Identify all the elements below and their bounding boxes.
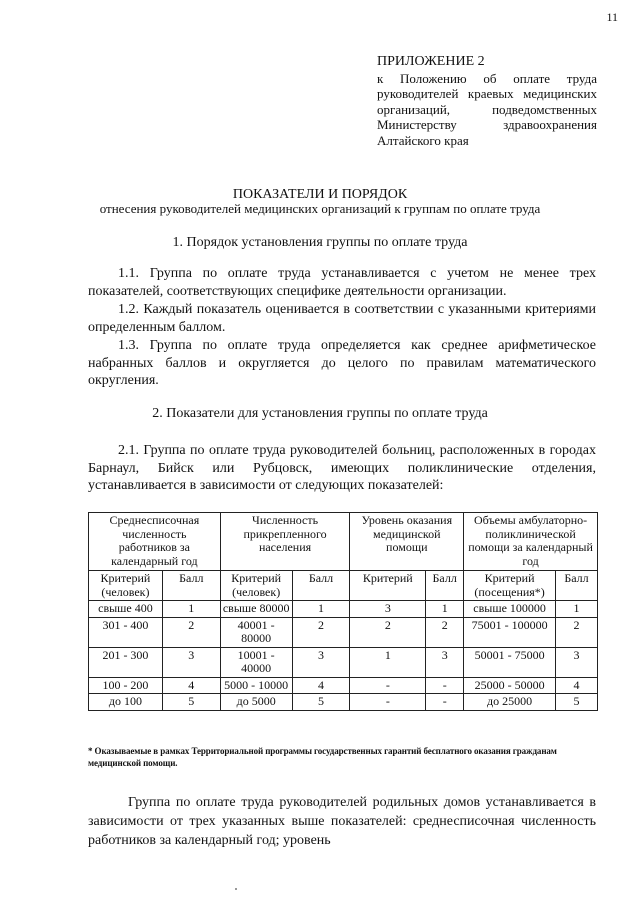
table-cell: 5 <box>162 694 220 711</box>
table-cell: 3 <box>162 647 220 677</box>
document-subtitle: отнесения руководителей медицинских организаций к группам по оплате труда <box>99 201 541 216</box>
table-subheader: Критерий <box>350 571 426 601</box>
table-cell: 3 <box>350 601 426 618</box>
table-cell: 3 <box>426 647 464 677</box>
appendix-text: к Положению об оплате труда руководителей краевых медицинских организаций, подведомственных Министерству здравоохранения Алтайского края <box>377 70 597 148</box>
table-cell: 2 <box>350 617 426 647</box>
scan-speck <box>235 888 237 890</box>
table-cell: 5 <box>556 694 598 711</box>
paragraph-2-1: 2.1. Группа по оплате труда руководителей больниц, расположенных в городах Барнаул, Бийск или Рубцовск, имеющих поликлинические отделения, устанавливается в зависимости от следующих показателей: <box>88 443 596 493</box>
table-row <box>89 617 598 647</box>
paragraph-1-2: 1.2. Каждый показатель оценивается в соответствии с указанными критериями определенным баллом. <box>88 302 596 335</box>
table-subheader: Критерий (посещения*) <box>464 571 556 601</box>
table-row <box>89 601 598 618</box>
table-cell: 301 - 400 <box>89 617 163 647</box>
table-cell: 75001 - 100000 <box>464 617 556 647</box>
table-group-header: Объемы амбулаторно-поликлинической помощи за календарный год <box>464 513 598 571</box>
table-cell: до 100 <box>89 694 163 711</box>
table-cell: - <box>350 694 426 711</box>
table-row <box>89 647 598 677</box>
table-group-header: Среднесписочная численность работников за календарный год <box>89 513 221 571</box>
table-cell: свыше 100000 <box>464 601 556 618</box>
document-title: ПОКАЗАТЕЛИ И ПОРЯДОК <box>232 187 408 202</box>
page-number: 11 <box>606 10 618 24</box>
table-subheader: Балл <box>162 571 220 601</box>
table-cell: 25000 - 50000 <box>464 677 556 694</box>
table-cell: 1 <box>350 647 426 677</box>
table-cell: 201 - 300 <box>89 647 163 677</box>
table-row <box>89 677 598 694</box>
table-cell: 2 <box>426 617 464 647</box>
table-cell: - <box>426 694 464 711</box>
table-group-header-row <box>89 513 598 571</box>
table-cell: 1 <box>292 601 350 618</box>
table-subheader: Балл <box>292 571 350 601</box>
table-group-header: Численность прикрепленного населения <box>220 513 350 571</box>
table-cell: 4 <box>162 677 220 694</box>
table-cell: 1 <box>162 601 220 618</box>
paragraph-1-3: 1.3. Группа по оплате труда определяется как среднее арифметическое набранных баллов и округляется до целого по правилам математического округления. <box>88 338 596 388</box>
table-cell: 5000 - 10000 <box>220 677 292 694</box>
table-cell: - <box>350 677 426 694</box>
appendix-title: ПРИЛОЖЕНИЕ 2 <box>377 54 485 69</box>
table-cell: 3 <box>292 647 350 677</box>
table-cell: свыше 80000 <box>220 601 292 618</box>
table-footnote: * Оказываемые в рамках Территориальной программы государственных гарантий бесплатного оказания гражданам медицинской помощи. <box>88 746 557 768</box>
table-cell: 50001 - 75000 <box>464 647 556 677</box>
table-subheader: Балл <box>556 571 598 601</box>
table-subheader: Критерий (человек) <box>220 571 292 601</box>
table-cell: 3 <box>556 647 598 677</box>
section1-heading: 1. Порядок установления группы по оплате труда <box>172 235 468 250</box>
table-cell: 2 <box>162 617 220 647</box>
table-cell: 4 <box>292 677 350 694</box>
table-cell: свыше 400 <box>89 601 163 618</box>
appendix-block <box>377 54 597 148</box>
table-subheader: Критерий (человек) <box>89 571 163 601</box>
table-cell: 10001 - 40000 <box>220 647 292 677</box>
table-subheader-row <box>89 571 598 601</box>
table-cell: 100 - 200 <box>89 677 163 694</box>
table-cell: 1 <box>426 601 464 618</box>
table-cell: 5 <box>292 694 350 711</box>
section2-heading: 2. Показатели для установления группы по оплате труда <box>152 406 488 421</box>
table-cell: 1 <box>556 601 598 618</box>
table-subheader: Балл <box>426 571 464 601</box>
table-cell: до 5000 <box>220 694 292 711</box>
paragraph-1-1: 1.1. Группа по оплате труда устанавливается с учетом не менее трех показателей, соответствующих специфике деятельности организации. <box>88 266 596 299</box>
table-cell: 2 <box>292 617 350 647</box>
table-group-header: Уровень оказания медицинской помощи <box>350 513 464 571</box>
table-cell: 2 <box>556 617 598 647</box>
criteria-table <box>88 512 598 711</box>
paragraph-maternity-homes: Группа по оплате труда руководителей родильных домов устанавливается в зависимости от трех указанных выше показателей: среднесписочная численность работников за календарный год; уровень <box>88 795 596 848</box>
table-cell: до 25000 <box>464 694 556 711</box>
table-cell: 40001 - 80000 <box>220 617 292 647</box>
table-row <box>89 694 598 711</box>
table-cell: 4 <box>556 677 598 694</box>
table-cell: - <box>426 677 464 694</box>
